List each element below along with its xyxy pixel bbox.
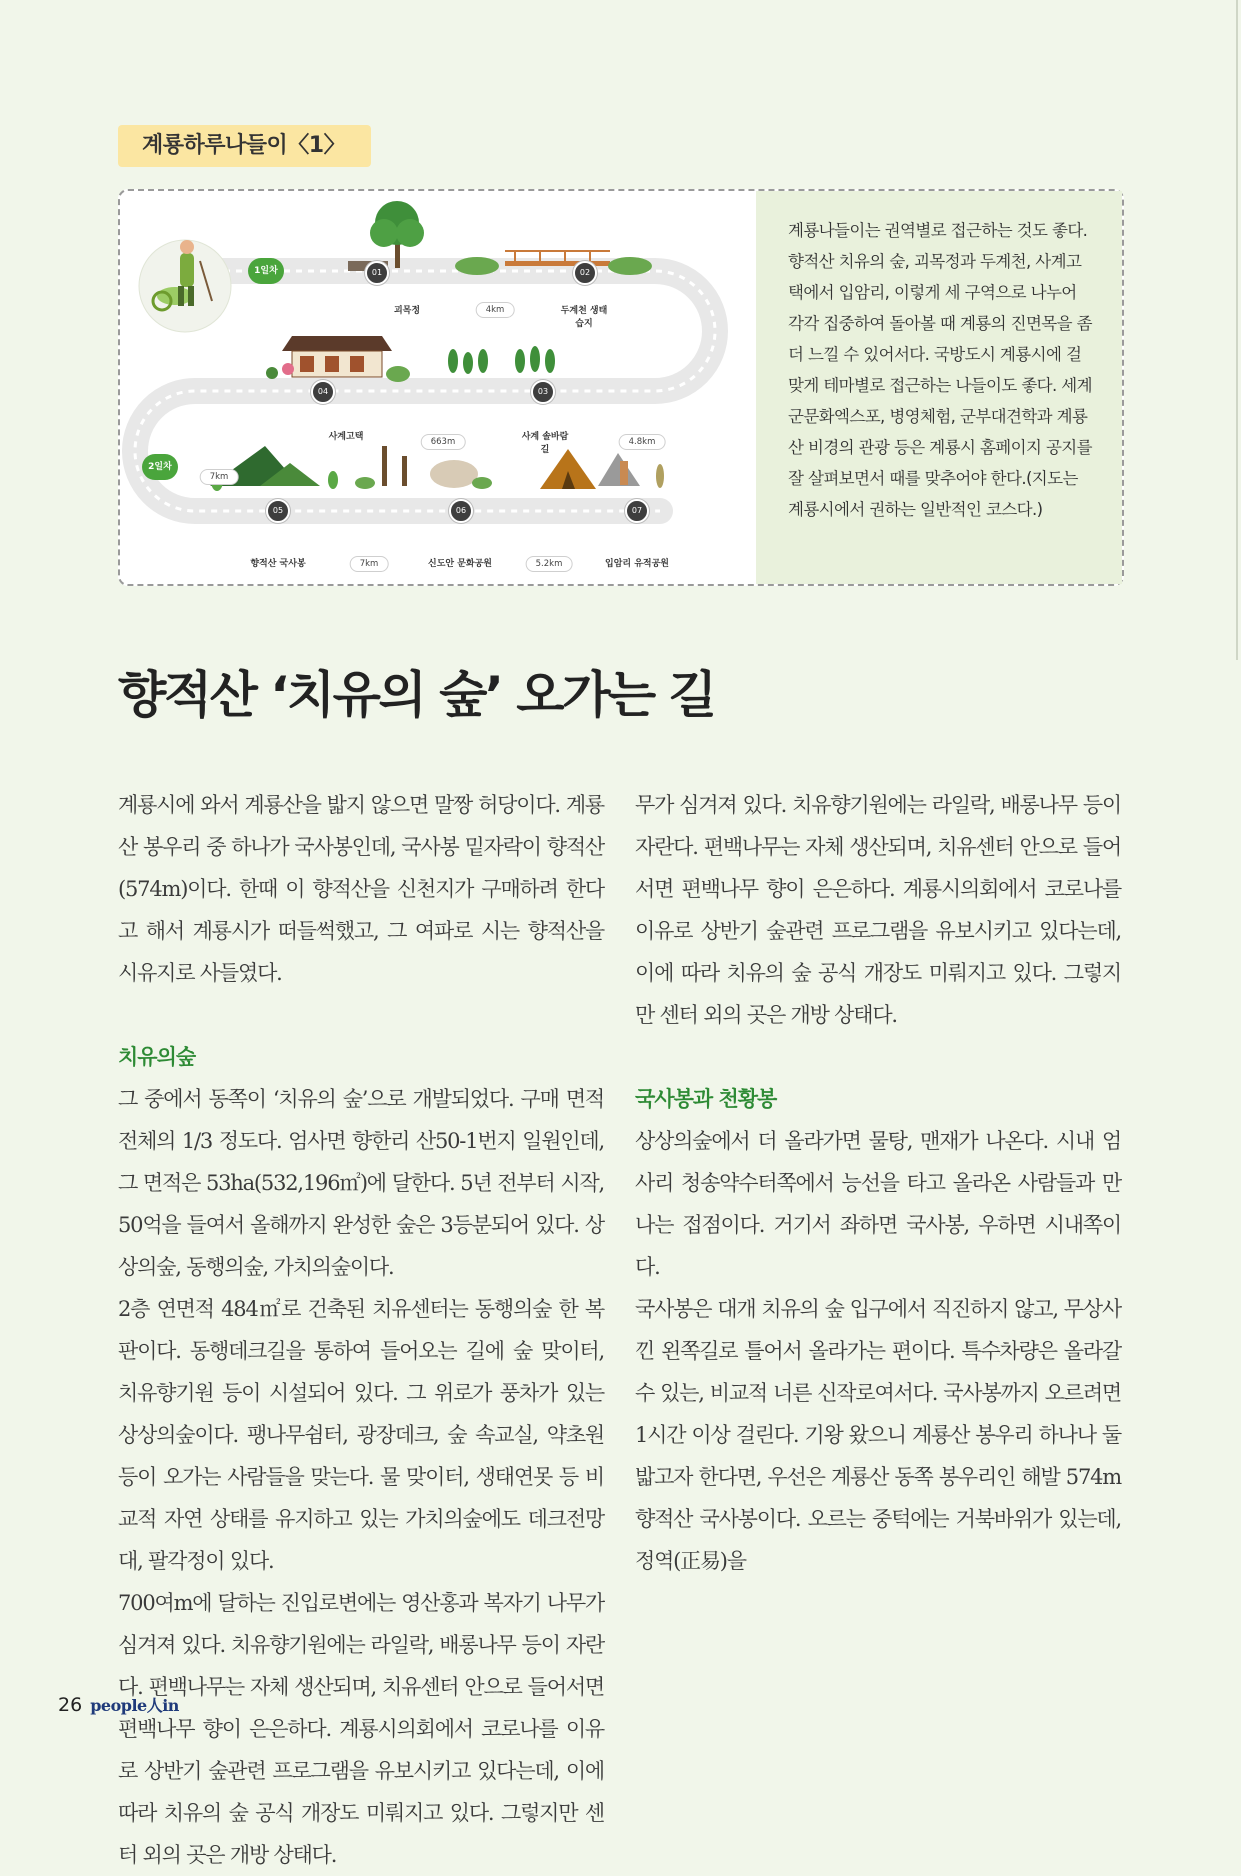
page-number: 26 (58, 1694, 83, 1716)
stop-marker-05: 05 (266, 499, 290, 523)
distance-01-02: 4km (476, 302, 515, 318)
page-title: 향적산 ‘치유의 숲’ 오가는 길 (118, 666, 715, 724)
prehistoric-hut-illustration (540, 449, 664, 489)
map-description: 계룡나들이는 권역별로 접근하는 것도 좋다. 향적산 치유의 숲, 괴목정과 두계천, 사계고택에서 입암리, 이렇게 세 구역으로 나누어 각각 집중하여 돌아볼 때 계룡의 진면목을 좀더 느낄 수 있어서다. 국방도시 계룡시에 걸맞게 테마별로 접근하는 나들이도 좋다. 세계군문화엑스포, 병영체험, 군부대견학과 계룡산 비경의 관광 등은 계룡시 홈페이지 공지를 잘 살펴보면서 때를 맞추어야 한다.(지도는 계룡시에서 권하는 일반적인 코스다.) (756, 191, 1122, 584)
stop-marker-07: 07 (625, 499, 649, 523)
distance-05-06: 7km (350, 556, 389, 572)
section1-paragraph-3: 700여m에 달하는 진입로변에는 영산홍과 복자기 나무가 심겨져 있다. 치유향기원에는 라일락, 배롱나무 등이 자란다. 편백나무는 자체 생산되며, 치유센터 안으로 들어서면 편백나무 향이 은은하다. 계룡시의회에서 코로나를 이유로 상반기 숲관련 프로그램을 유보시키고 있다는데, 이에 따라 치유의 숲 공식 개장도 미뤄지고 있다. 그렇지만 센터 외의 곳은 개방 상태다. (118, 1591, 604, 1867)
stop-marker-02: 02 (573, 261, 597, 285)
article-column-right (635, 784, 1121, 1582)
page-footer (58, 1693, 179, 1716)
stop-label-04: 사계고택 (328, 432, 364, 442)
magazine-logo: people人in (90, 1696, 179, 1715)
stop-label-02: 두계천 생태습지 (560, 306, 608, 329)
stop-marker-06: 06 (449, 499, 473, 523)
distance-04-05: 7km (200, 469, 239, 485)
day1-badge: 1일차 (248, 258, 284, 284)
distance-06-07: 5.2km (526, 556, 573, 572)
stop-label-07: 입암리 유적공원 (605, 559, 669, 569)
park-illustration (355, 446, 492, 489)
section-tag: 계룡하루나들이〈1〉 (118, 125, 371, 167)
page-edge-line (1236, 0, 1238, 660)
distance-03-04: 663m (421, 434, 466, 450)
hiker-illustration (139, 240, 231, 332)
stop-label-05: 향적산 국사봉 (250, 559, 306, 569)
section1-paragraph-3-continued: 무가 심겨져 있다. 치유향기원에는 라일락, 배롱나무 등이 자란다. 편백나무는 자체 생산되며, 치유센터 안으로 들어서면 편백나무 향이 은은하다. 계룡시의회에서 코로나를 이유로 상반기 숲관련 프로그램을 유보시키고 있다는데, 이에 따라 치유의 숲 공식 개장도 미뤄지고 있다. 그렇지만 센터 외의 곳은 개방 상태다. (635, 793, 1121, 1027)
route-map (120, 191, 756, 584)
section2-paragraph-2: 국사봉은 대개 치유의 숲 입구에서 직진하지 않고, 무상사 낀 왼쪽길로 틀어서 올라가는 편이다. 특수차량은 올라갈 수 있는, 비교적 너른 신작로여서다. 국사봉까지 오르려면 1시간 이상 걸린다. 기왕 왔으니 계룡산 봉우리 하나나 둘 밟고자 한다면, 우선은 계룡산 동쪽 봉우리인 해발 574m 향적산 국사봉이다. 오르는 중턱에는 거북바위가 있는데, 정역(正易)을 (635, 1297, 1121, 1573)
section1-heading: 치유의숲 (118, 1045, 196, 1069)
day2-badge: 2일차 (142, 454, 178, 480)
stop-label-06: 신도안 문화공원 (428, 559, 492, 569)
section1-paragraph-1: 그 중에서 동쪽이 ‘치유의 숲’으로 개발되었다. 구매 면적 전체의 1/3 정도다. 엄사면 향한리 산50-1번지 일원인데, 그 면적은 53ha(532,196㎡)에 달한다. 5년 전부터 시작, 50억을 들여서 올해까지 완성한 숲은 3등분되어 있다. 상상의숲, 동행의숲, 가치의숲이다. (118, 1087, 604, 1279)
distance-02-03: 4.8km (619, 434, 666, 450)
stop-marker-04: 04 (311, 380, 335, 404)
pine-grove-illustration (448, 346, 555, 374)
section1-paragraph-2: 2층 연면적 484㎡로 건축된 치유센터는 동행의숲 한 복판이다. 동행데크길을 통하여 들어오는 길에 숲 맞이터, 치유향기원 등이 시설되어 있다. 그 위로가 풍차가 있는 상상의숲이다. 팽나무쉼터, 광장데크, 숲 속교실, 약초원 등이 오가는 사람들을 맞는다. 물 맞이터, 생태연못 등 비교적 자연 상태를 유지하고 있는 가치의숲에도 데크전망대, 팔각정이 있다. (118, 1297, 604, 1573)
stop-marker-03: 03 (531, 380, 555, 404)
hanok-illustration (266, 336, 410, 382)
section2-paragraph-1: 상상의숲에서 더 올라가면 물탕, 맨재가 나온다. 시내 엄사리 청송약수터쪽에서 능선을 타고 올라온 사람들과 만나는 접점이다. 거기서 좌하면 국사봉, 우하면 시내쪽이다. (635, 1129, 1121, 1279)
section2-heading: 국사봉과 천황봉 (635, 1087, 777, 1111)
route-map-graphic (120, 191, 756, 584)
intro-paragraph: 계룡시에 와서 계룡산을 밟지 않으면 말짱 허당이다. 계룡산 봉우리 중 하나가 국사봉인데, 국사봉 밑자락이 향적산(574m)이다. 한때 이 향적산을 신천지가 구매하려 한다고 해서 계룡시가 떠들썩했고, 그 여파로 시는 향적산을 시유지로 사들였다. (118, 793, 604, 985)
stop-label-03: 사계 솔바람길 (521, 432, 569, 455)
section2-paragraph-lead (635, 784, 1121, 1036)
stop-label-01: 괴목정 (393, 306, 421, 316)
stop-marker-01: 01 (365, 261, 389, 285)
route-map-box (118, 189, 1124, 586)
